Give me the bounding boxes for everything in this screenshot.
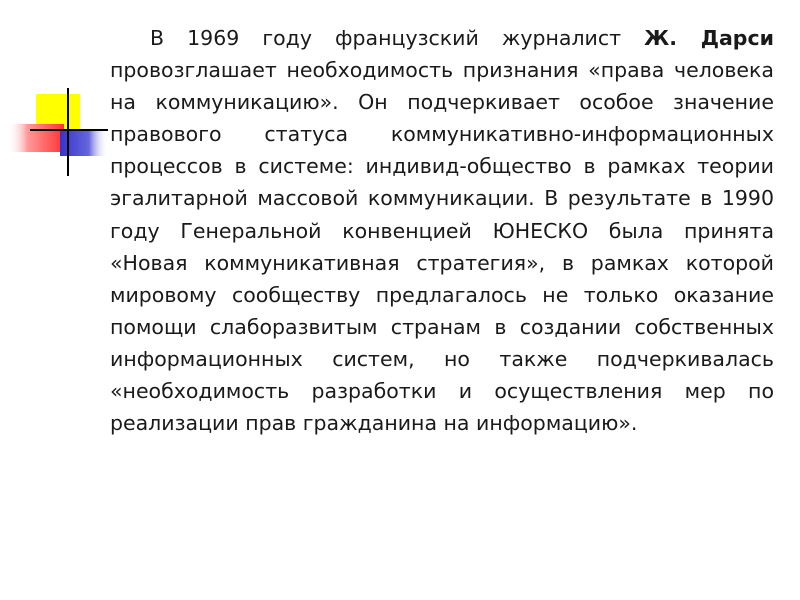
paragraph-text-start: В 1969 году французский журналист	[150, 26, 645, 50]
author-name: Ж. Дарси	[644, 26, 774, 50]
paragraph-text-rest: провозглашает необходимость признания «права человека на коммуникацию». Он подчеркивает особое значение правового статуса коммуникативно-информационных процессов в системе: индивид-общество в рамках теории эгалитарной массовой коммуникации. В результате в 1990 году Генеральной конвенцией ЮНЕСКО была принята «Новая коммуникативная стратегия», в рамках которой мировому сообществу предлагалось не только оказание помощи слаборазвитым странам в создании собственных информационных систем, но также подчеркивалась «необходимость разработки и осуществления мер по реализации прав гражданина на информацию».	[110, 58, 774, 436]
red-square	[8, 124, 64, 152]
body-paragraph	[110, 22, 774, 439]
